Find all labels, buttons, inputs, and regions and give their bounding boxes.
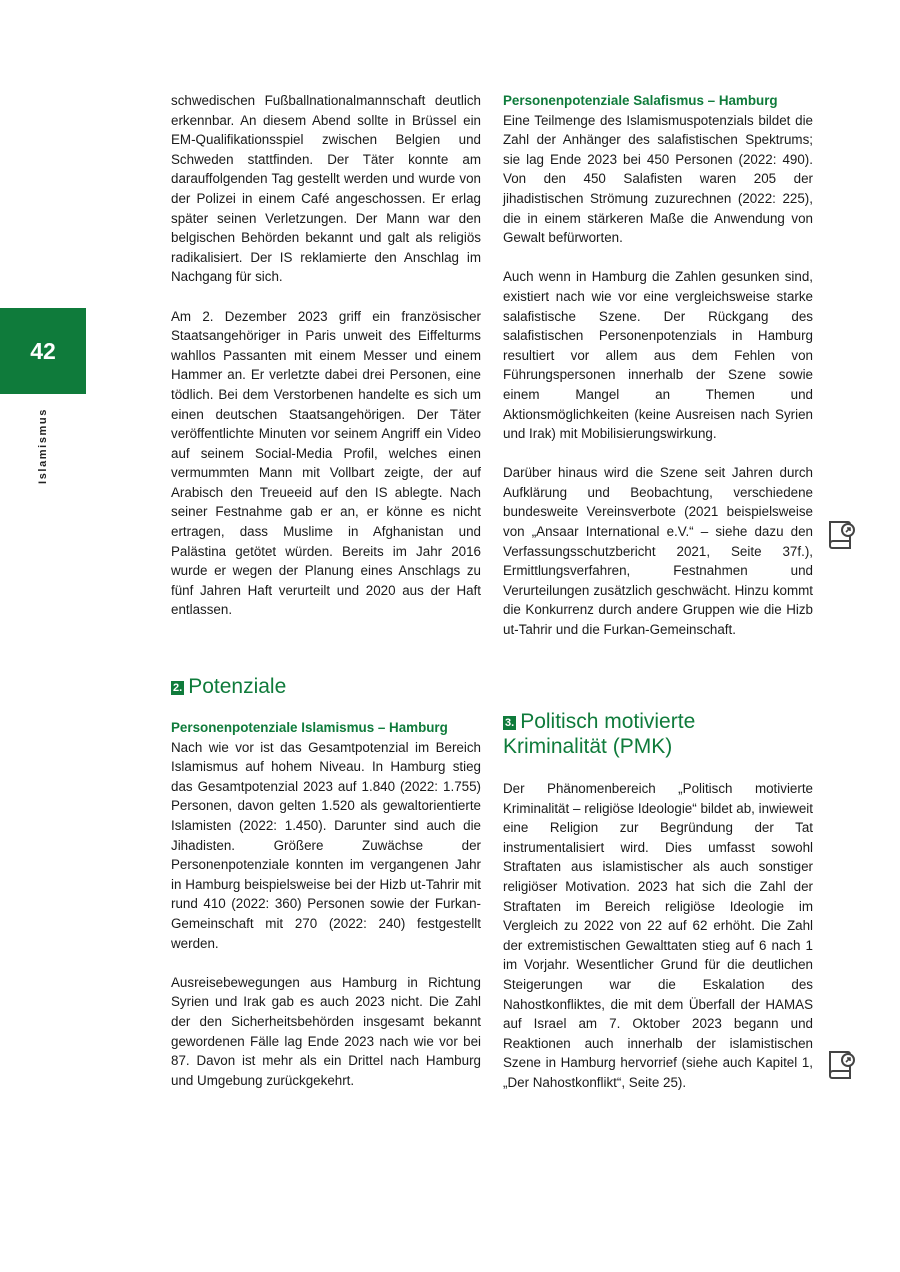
section-heading	[171, 674, 481, 699]
body-paragraph: Der Phänomenbereich „Politisch motivierte Kriminalität – religiöse Ideologie“ bildet ab, inwieweit eine Religion zur Begründung der Tat instrumentalisiert wird. Dies umfasst sowohl Straftaten aus islamistischer als auch sonstiger religiöser Motivation. 2023 hat sich die Zahl der Straftaten im Bereich religiöse Ideologie im Vergleich zu 2022 von 22 auf 62 erhöht. Die Zahl der extremistischen Gewalttaten stieg auf 6 nach 1 im Vorjahr. Wesentlicher Grund für die deutlichen Steigerungen war die Eskalation des Nahostkonfliktes, die mit dem Überfall der HAMAS auf Israel am 7. Oktober 2023 begann und Reaktionen auch innerhalb der islamistischen Szene in Hamburg hervorrief (siehe auch Kapitel 1, „Der Nahostkonflikt“, Seite 25).	[503, 781, 813, 1090]
section-title-line2: Kriminalität (PMK)	[503, 735, 673, 758]
subheading: Personenpotenziale Salafismus – Hamburg	[503, 93, 778, 108]
right-column-bottom	[503, 779, 813, 1093]
body-paragraph: Darüber hinaus wird die Szene seit Jahren durch Aufklärung und Beobachtung, verschiedene bundesweite Vereinsverbote (2021 beispielsweise von „Ansaar International e.V.“ – siehe dazu den Verfassungsschutzbericht 2021, Seite 37f.), Ermittlungsverfahren, Festnahmen und Verurteilungen zusätzlich geschwächt. Hinzu kommt die Konkurrenz durch andere Gruppen wie die Hizb ut-Tahrir und die Furkan-Gemeinschaft.	[503, 465, 813, 638]
body-paragraph: Auch wenn in Hamburg die Zahlen gesunken sind, existiert nach wie vor eine vergleichsweise starke salafistische Szene. Der Rückgang des salafistischen Personenpotenzials in Hamburg resultiert vor allem aus dem Fehlen von Führungspersonen innerhalb der Szene sowie einem Mangel an Themen und Aktionsmöglichkeiten (keine Ausreisen nach Syrien und Irak) mit Mobilisierungswirkung.	[503, 269, 813, 442]
section-title: Potenziale	[188, 675, 287, 698]
body-paragraph: schwedischen Fußballnationalmannschaft deutlich erkennbar. An diesem Abend sollte in Brüssel ein EM-Qualifikationsspiel zwischen Belgien und Schweden stattfinden. Der Täter konnte am darauffolgenden Tag gestellt werden und wurde von der Polizei in einem Café angeschossen. Er erlag später seinen Verletzungen. Der Mann war den belgischen Behörden bekannt und galt als religiös radikalisiert. Der IS reklamierte den Anschlag im Nachgang für sich.	[171, 93, 481, 285]
section-number: 3.	[505, 717, 515, 729]
right-column-top	[503, 91, 813, 640]
page-number-tab	[0, 308, 86, 394]
body-paragraph: Nach wie vor ist das Gesamtpotenzial im Bereich Islamismus auf hohem Niveau. In Hamburg stieg das Gesamtpotenzial 2023 auf 1.840 (2022: 1.755) Personen, davon gelten 1.520 als gewaltorientierte Islamisten (2022: 1.450). Darunter sind auch die Jihadisten. Größere Zuwächse der Personenpotenziale konnten im vergangenen Jahr in Hamburg beispielsweise bei der Hizb ut-Tahrir mit rund 410 (2022: 360) Personen sowie der Furkan-Gemeinschaft mit 270 (2022: 240) festgestellt werden.	[171, 739, 481, 951]
book-link-icon[interactable]	[826, 518, 856, 552]
section-label	[33, 408, 53, 484]
left-column-bottom	[171, 718, 481, 1090]
left-column-top	[171, 91, 481, 620]
section-label-text: Islamismus	[37, 408, 50, 484]
body-paragraph: Eine Teilmenge des Islamismuspotenzials bildet die Zahl der Anhänger des salafistischen Spektrums; sie lag Ende 2023 bei 450 Personen (2022: 490). Von den 450 Salafisten waren 205 der jihadistischen Strömung zuzurechnen (2022: 225), die in einem stärkeren Maße die Anwendung von Gewalt befürworten.	[503, 112, 813, 246]
section-pmk	[503, 709, 813, 759]
book-link-icon[interactable]	[826, 1048, 856, 1082]
subheading: Personenpotenziale Islamismus – Hamburg	[171, 720, 448, 735]
section-number: 2.	[173, 682, 183, 694]
page-number: 42	[30, 337, 56, 364]
section-potenziale	[171, 674, 481, 699]
body-paragraph: Ausreisebewegungen aus Hamburg in Richtung Syrien und Irak gab es auch 2023 nicht. Die Zahl der den Sicherheitsbehörden insgesamt bekannt gewordenen Fälle lag Ende 2023 nach wie vor bei 87. Davon ist mehr als ein Drittel nach Hamburg und Umgebung zurückgekehrt.	[171, 974, 481, 1088]
section-title-line1: Politisch motivierte	[520, 710, 696, 733]
section-heading	[503, 709, 813, 759]
body-paragraph: Am 2. Dezember 2023 griff ein französischer Staatsangehöriger in Paris unweit des Eiffelturms wahllos Passanten mit einem Messer und einem Hammer an. Er verletzte dabei drei Personen, eine tödlich. Bei dem Verstorbenen handelte es sich um einen deutschen Staatsangehörigen. Der Täter veröffentlichte Minuten vor seinem Angriff ein Video auf seinem Social-Media Profil, welches einen vermummten Mann mit Vollbart zeigte, der auf Arabisch den Treueeid auf den IS ablegte. Nach seiner Festnahme gab er an, er könne es nicht ertragen, dass Muslime in Afghanistan und Palästina getötet würden. Bereits im Jahr 2016 wurde er wegen der Planung eines Anschlags zu fünf Jahren Haft verurteilt und 2020 aus der Haft entlassen.	[171, 308, 481, 618]
